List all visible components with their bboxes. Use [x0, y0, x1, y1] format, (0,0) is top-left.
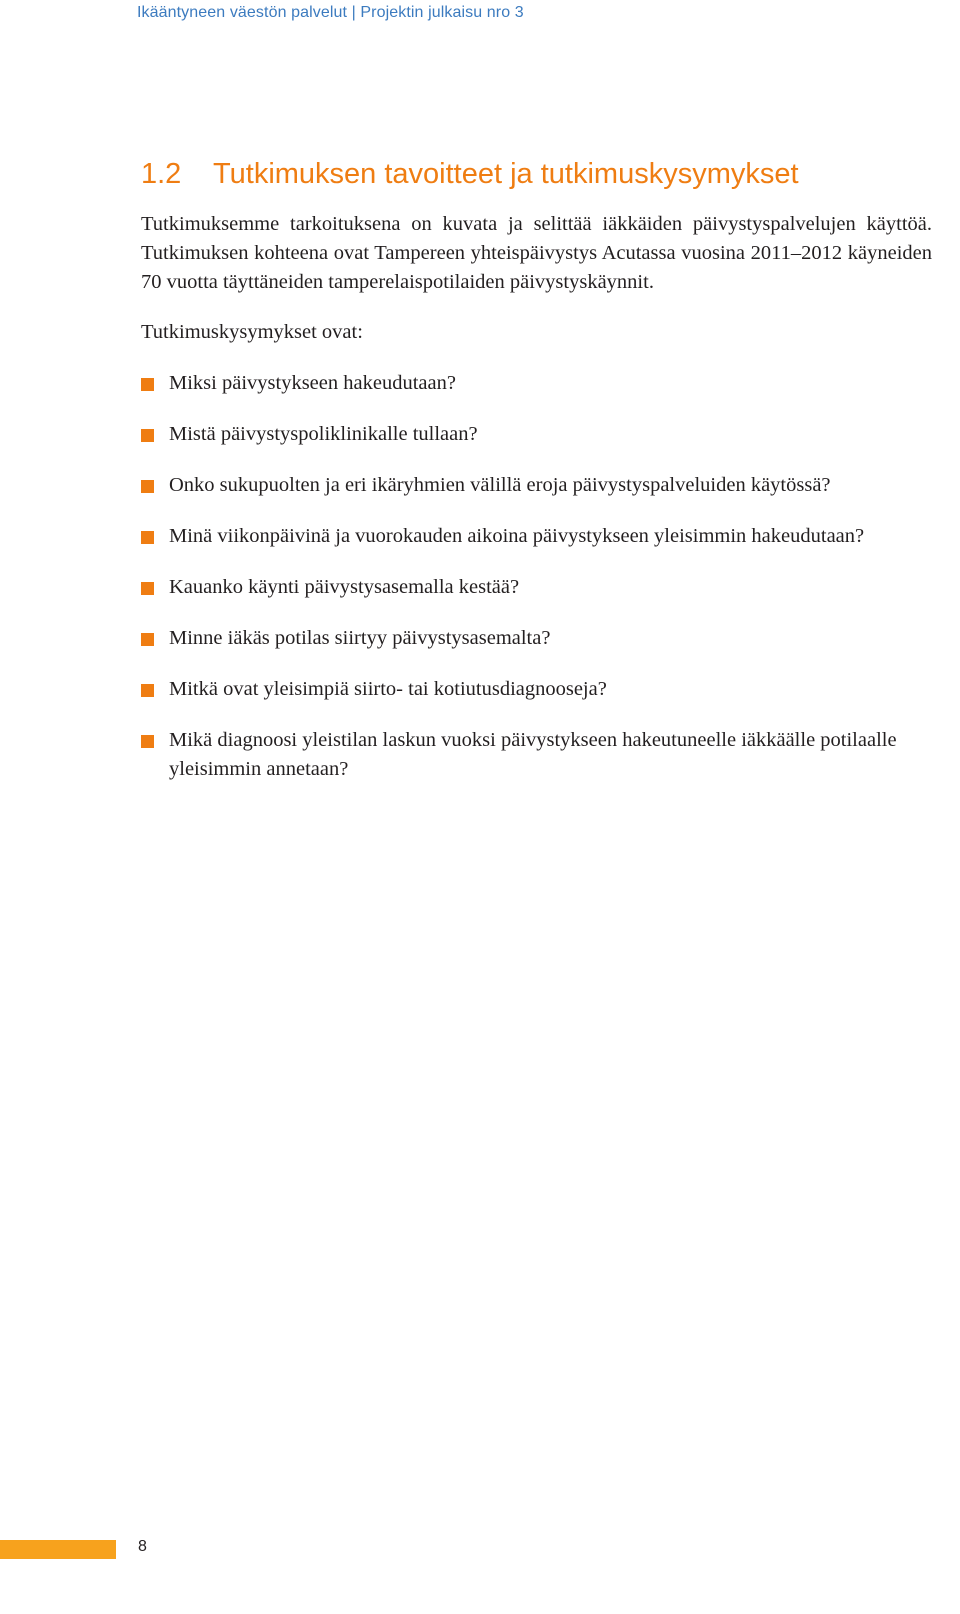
research-questions-list: [141, 369, 931, 806]
list-item: [141, 369, 931, 398]
question-text: Minä viikonpäivinä ja vuorokauden aikoina päivystykseen yleisimmin hakeudutaan?: [169, 525, 865, 547]
list-item: [141, 522, 931, 551]
page-number: 8: [138, 1538, 147, 1555]
question-text: Mitkä ovat yleisimpiä siirto- tai kotiutusdiagnooseja?: [169, 678, 607, 700]
section-number: 1.2: [141, 158, 182, 190]
list-item: [141, 726, 931, 784]
list-item: [141, 573, 931, 602]
square-bullet-icon: [141, 429, 154, 442]
questions-lead: Tutkimuskysymykset ovat:: [141, 321, 363, 343]
question-text: Miksi päivystykseen hakeudutaan?: [169, 372, 456, 394]
square-bullet-icon: [141, 378, 154, 391]
section-heading: [141, 158, 799, 191]
list-item: [141, 420, 931, 449]
list-item: [141, 675, 931, 704]
question-text: Mikä diagnoosi yleistilan laskun vuoksi päivystykseen hakeutuneelle iäkkäälle potilaalle yleisimmin annetaan?: [169, 729, 897, 780]
section-title: Tutkimuksen tavoitteet ja tutkimuskysymykset: [213, 158, 799, 190]
list-item: [141, 471, 931, 500]
question-text: Mistä päivystyspoliklinikalle tullaan?: [169, 423, 478, 445]
square-bullet-icon: [141, 531, 154, 544]
square-bullet-icon: [141, 633, 154, 646]
question-text: Onko sukupuolten ja eri ikäryhmien välillä eroja päivystyspalveluiden käytössä?: [169, 474, 831, 496]
list-item: [141, 624, 931, 653]
running-header: Ikääntyneen väestön palvelut | Projektin julkaisu nro 3: [137, 4, 524, 21]
footer-accent-bar: [0, 1540, 116, 1559]
square-bullet-icon: [141, 735, 154, 748]
square-bullet-icon: [141, 684, 154, 697]
question-text: Kauanko käynti päivystysasemalla kestää?: [169, 576, 520, 598]
square-bullet-icon: [141, 480, 154, 493]
square-bullet-icon: [141, 582, 154, 595]
question-text: Minne iäkäs potilas siirtyy päivystysasemalta?: [169, 627, 551, 649]
intro-paragraph: Tutkimuksemme tarkoituksena on kuvata ja selittää iäkkäiden päivystyspalvelujen käyttöä. Tutkimuksen kohteena ovat Tampereen yhteispäivystys Acutassa vuosina 2011–2012 käyneiden 70 vuotta täyttäneiden tamperelaispotilaiden päivystyskäynnit.: [141, 213, 932, 293]
